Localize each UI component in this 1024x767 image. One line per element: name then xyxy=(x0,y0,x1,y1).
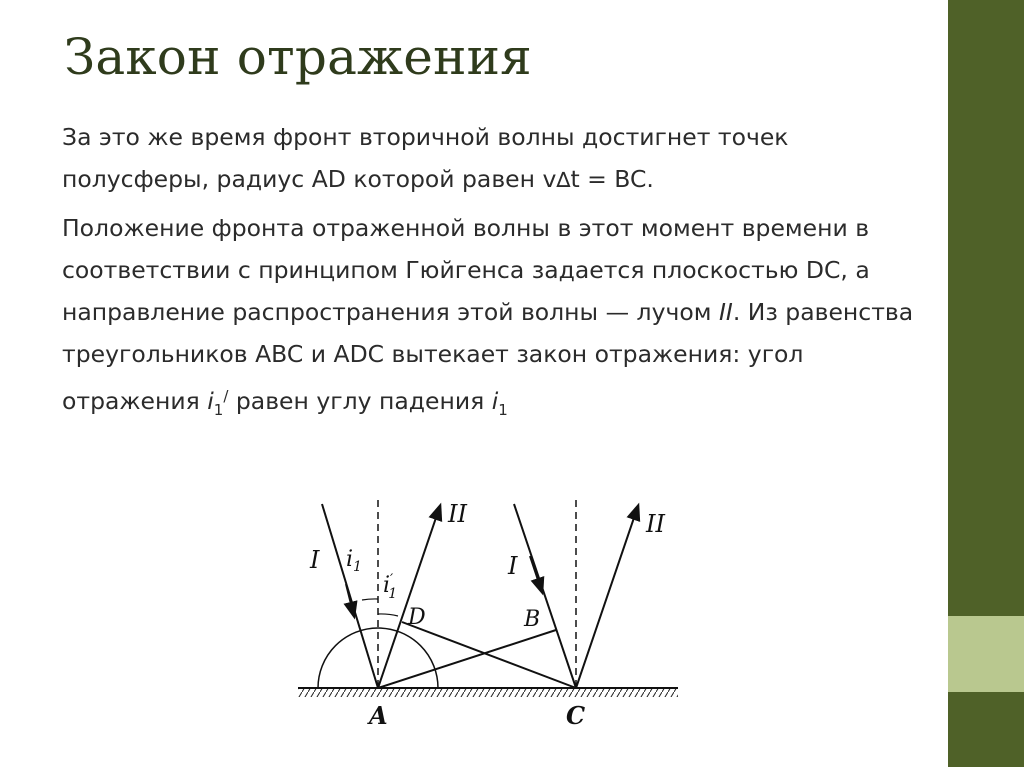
label-C: C xyxy=(566,701,586,730)
paragraph-1 xyxy=(62,116,922,201)
delta-symbol: ∆ xyxy=(556,168,571,192)
surface-hatching xyxy=(298,688,678,697)
label-B: B xyxy=(524,607,541,632)
slide-title: Закон отражения xyxy=(64,28,532,86)
paragraph-1-after: t = BC. xyxy=(570,165,654,193)
paragraph-1-text: За это же время фронт вторичной волны достигнет точек полусферы, радиус AD которой равен v xyxy=(62,123,789,193)
angle-i-prime: / xyxy=(223,387,229,405)
reflected-ray-C xyxy=(576,506,638,688)
angle-i-incidence-label: i xyxy=(491,387,499,415)
ray-ii-label: II xyxy=(718,298,733,326)
paragraph-2 xyxy=(62,207,922,431)
label-II-right: II xyxy=(646,510,665,538)
angle-i-label: i xyxy=(207,387,214,415)
angle-i1-arc xyxy=(362,599,378,600)
paragraph-2-part1: Положение фронта отраженной волны в этот момент времени в соответствии с принципом Гюйгенса задается плоскостью DC, а направление распространения этой волны — лучом xyxy=(62,214,870,326)
incident-ray-C xyxy=(514,504,576,688)
paragraph-2-part3: равен углу падения xyxy=(228,387,492,415)
incident-ray-A-arrow xyxy=(346,584,354,616)
label-i1prime: i′ 1 xyxy=(383,572,398,602)
reflection-diagram xyxy=(290,492,690,742)
angle-i1prime-arc xyxy=(378,614,398,616)
segment-AB xyxy=(378,630,556,688)
angle-i-incidence-subscript: 1 xyxy=(498,401,508,419)
angle-i-subscript: 1 xyxy=(213,401,224,419)
incident-ray-C-arrow xyxy=(530,556,542,592)
label-A: A xyxy=(369,701,388,730)
sidebar-accent-block xyxy=(948,616,1024,692)
label-II-left: II xyxy=(448,500,467,528)
paragraph-2-part2: . Из равенства треугольников ABC и ADC вытекает закон отражения: угол отражения xyxy=(62,298,914,415)
label-I-left: I xyxy=(310,546,320,574)
label-D: D xyxy=(408,605,426,630)
body-text xyxy=(62,116,922,437)
label-i1: $i_1$ xyxy=(346,547,362,575)
label-I-right: I xyxy=(508,552,518,580)
